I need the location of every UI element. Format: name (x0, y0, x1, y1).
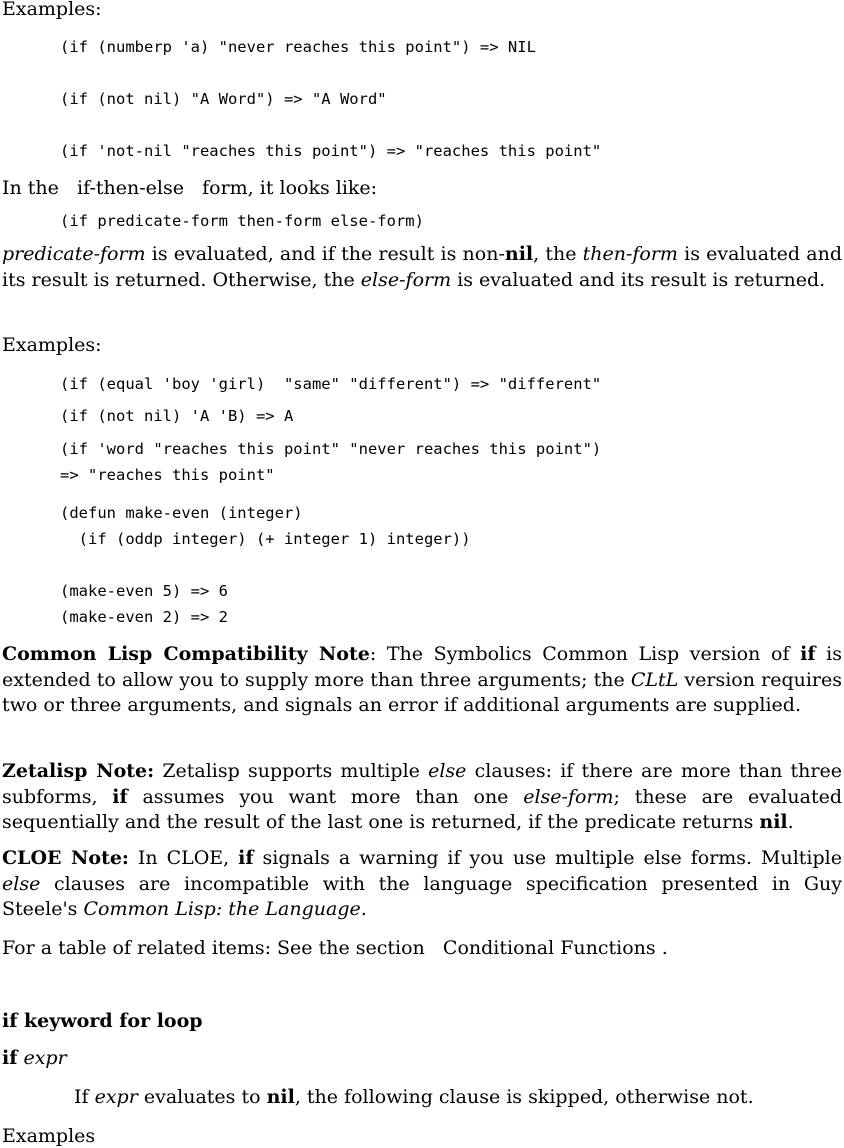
term: if-then-else (77, 177, 184, 199)
loop-if-description: If expr evaluates to nil, the following clause is skipped, otherwise not. (74, 1086, 754, 1108)
code-example-line: (if (oddp integer) (+ integer 1) integer)) (60, 530, 471, 548)
examples-label: Examples: (2, 0, 102, 20)
code-example-line: (make-even 5) => 6 (60, 582, 228, 600)
loop-if-syntax: if expr (2, 1047, 67, 1069)
code-example-line: => "reaches this point" (60, 466, 275, 484)
conditional-functions-link[interactable]: Conditional Functions (442, 937, 656, 959)
syntax-line: (if predicate-form then-form else-form) (60, 212, 424, 230)
zetalisp-note: Zetalisp Note: Zetalisp supports multiple else clauses: if there are more than three subforms, if assumes you want more than one else-form; these are evaluated sequentially and the result of the last one is returned, if the predicate returns nil. (2, 760, 842, 833)
code-example-line: (if (equal 'boy 'girl) "same" "different") => "different" (60, 375, 602, 393)
code-example-line: (if (not nil) "A Word") => "A Word" (60, 90, 387, 108)
examples-label: Examples (2, 1125, 96, 1147)
if-then-else-intro: In the if-then-else form, it looks like: (2, 177, 378, 199)
code-example-line: (if (not nil) 'A 'B) => A (60, 407, 294, 425)
examples-label: Examples: (2, 334, 102, 356)
cloe-note: CLOE Note: In CLOE, if signals a warning if you use multiple else forms. Multiple else clauses are incompatible with the language specification presented in Guy Steele's Common Lisp: the Language. (2, 847, 842, 920)
related-items: For a table of related items: See the section Conditional Functions . (2, 937, 668, 959)
if-then-else-description: predicate-form is evaluated, and if the result is non-nil, the then-form is evaluated and its result is returned. Otherwise, the else-form is evaluated and its result is returned. (2, 243, 842, 291)
common-lisp-compatibility-note: Common Lisp Compatibility Note: The Symbolics Common Lisp version of if is extended to allow you to supply more than three arguments; the CLtL version requires two or three arguments, and signals an error if additional arguments are supplied. (2, 643, 842, 716)
code-example-line: (if 'not-nil "reaches this point") => "reaches this point" (60, 142, 602, 160)
code-example-line: (if 'word "reaches this point" "never reaches this point") (60, 440, 602, 458)
code-example-line: (make-even 2) => 2 (60, 608, 228, 626)
code-example-line: (if (numberp 'a) "never reaches this point") => NIL (60, 38, 536, 56)
section-heading: if keyword for loop (2, 1010, 203, 1032)
code-example-line: (defun make-even (integer) (60, 504, 303, 522)
